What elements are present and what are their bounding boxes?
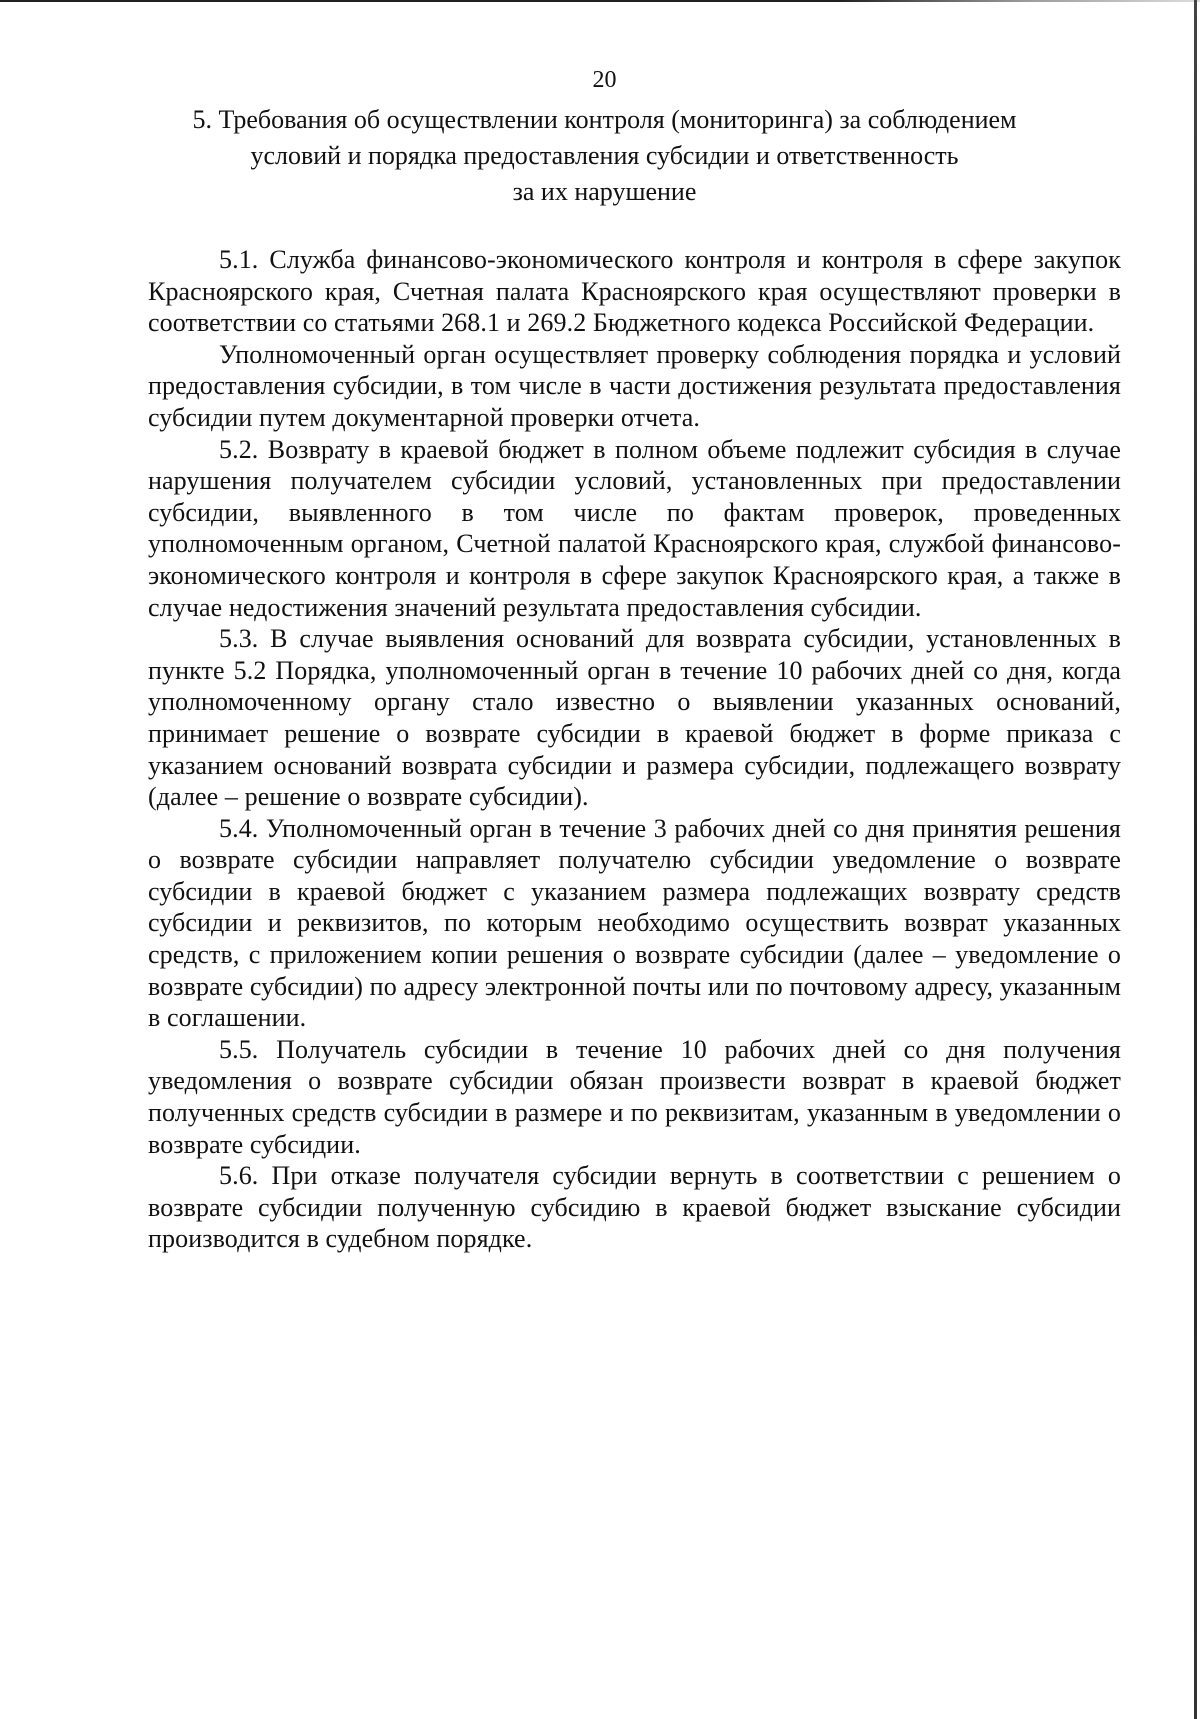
paragraph-5-1-cont: Уполномоченный орган осуществляет проверку соблюдения порядка и условий предоставления субсидии, в том числе в части достижения результата предоставления субсидии путем документарной проверки отчета. [148, 339, 1121, 432]
section-title-line: за их нарушение [512, 177, 697, 206]
page-number: 20 [592, 67, 617, 93]
paragraph-5-5: 5.5. Получатель субсидии в течение 10 рабочих дней со дня получения уведомления о возврате субсидии обязан произвести возврат в краевой бюджет полученных средств субсидии в размере и по реквизитам, указанным в уведомлении о возврате субсидии. [148, 1034, 1121, 1159]
paragraph-5-1: 5.1. Служба финансово-экономического контроля и контроля в сфере закупок Красноярского края, Счетная палата Красноярского края осуществляют проверки в соответствии со статьями 268.1 и 269.2 Бюджетного кодекса Российской Федерации. [148, 245, 1121, 338]
section-title [118, 100, 1091, 210]
section-title-line: условий и порядка предоставления субсидии и ответственность [250, 141, 959, 170]
paragraph-5-3: 5.3. В случае выявления оснований для возврата субсидии, установленных в пункте 5.2 Порядка, уполномоченный орган в течение 10 рабочих дней со дня, когда уполномоченному органу стало известно о выявлении указанных оснований, принимает решение о возврате субсидии в краевой бюджет в форме приказа с указанием оснований возврата субсидии и размера субсидии, подлежащего возврату (далее – решение о возврате субсидии). [148, 624, 1121, 812]
scan-right-edge [1194, 0, 1197, 1719]
document-page [148, 60, 1121, 1255]
section-body [148, 244, 1121, 1255]
section-title-line: 5. Требования об осуществлении контроля (мониторинга) за соблюдением [192, 105, 1017, 134]
paragraph-5-4: 5.4. Уполномоченный орган в течение 3 рабочих дней со дня принятия решения о возврате субсидии направляет получателю субсидии уведомление о возврате субсидии в краевой бюджет с указанием размера подлежащих возврату средств субсидии и реквизитов, по которым необходимо осуществить возврат указанных средств, с приложением копии решения о возврате субсидии (далее – уведомление о возврате субсидии) по адресу электронной почты или по почтовому адресу, указанным в соглашении. [148, 813, 1121, 1033]
paragraph-5-6: 5.6. При отказе получателя субсидии вернуть в соответствии с решением о возврате субсидии полученную субсидию в краевой бюджет взыскание субсидии производится в судебном порядке. [148, 1161, 1121, 1254]
scan-top-edge [0, 0, 1200, 2]
paragraph-5-2: 5.2. Возврату в краевой бюджет в полном объеме подлежит субсидия в случае нарушения получателем субсидии условий, установленных при предоставлении субсидии, выявленного в том числе по фактам проверок, проведенных уполномоченным органом, Счетной палатой Красноярского края, службой финансово-экономического контроля и контроля в сфере закупок Красноярского края, а также в случае недостижения значений результата предоставления субсидии. [148, 434, 1121, 622]
